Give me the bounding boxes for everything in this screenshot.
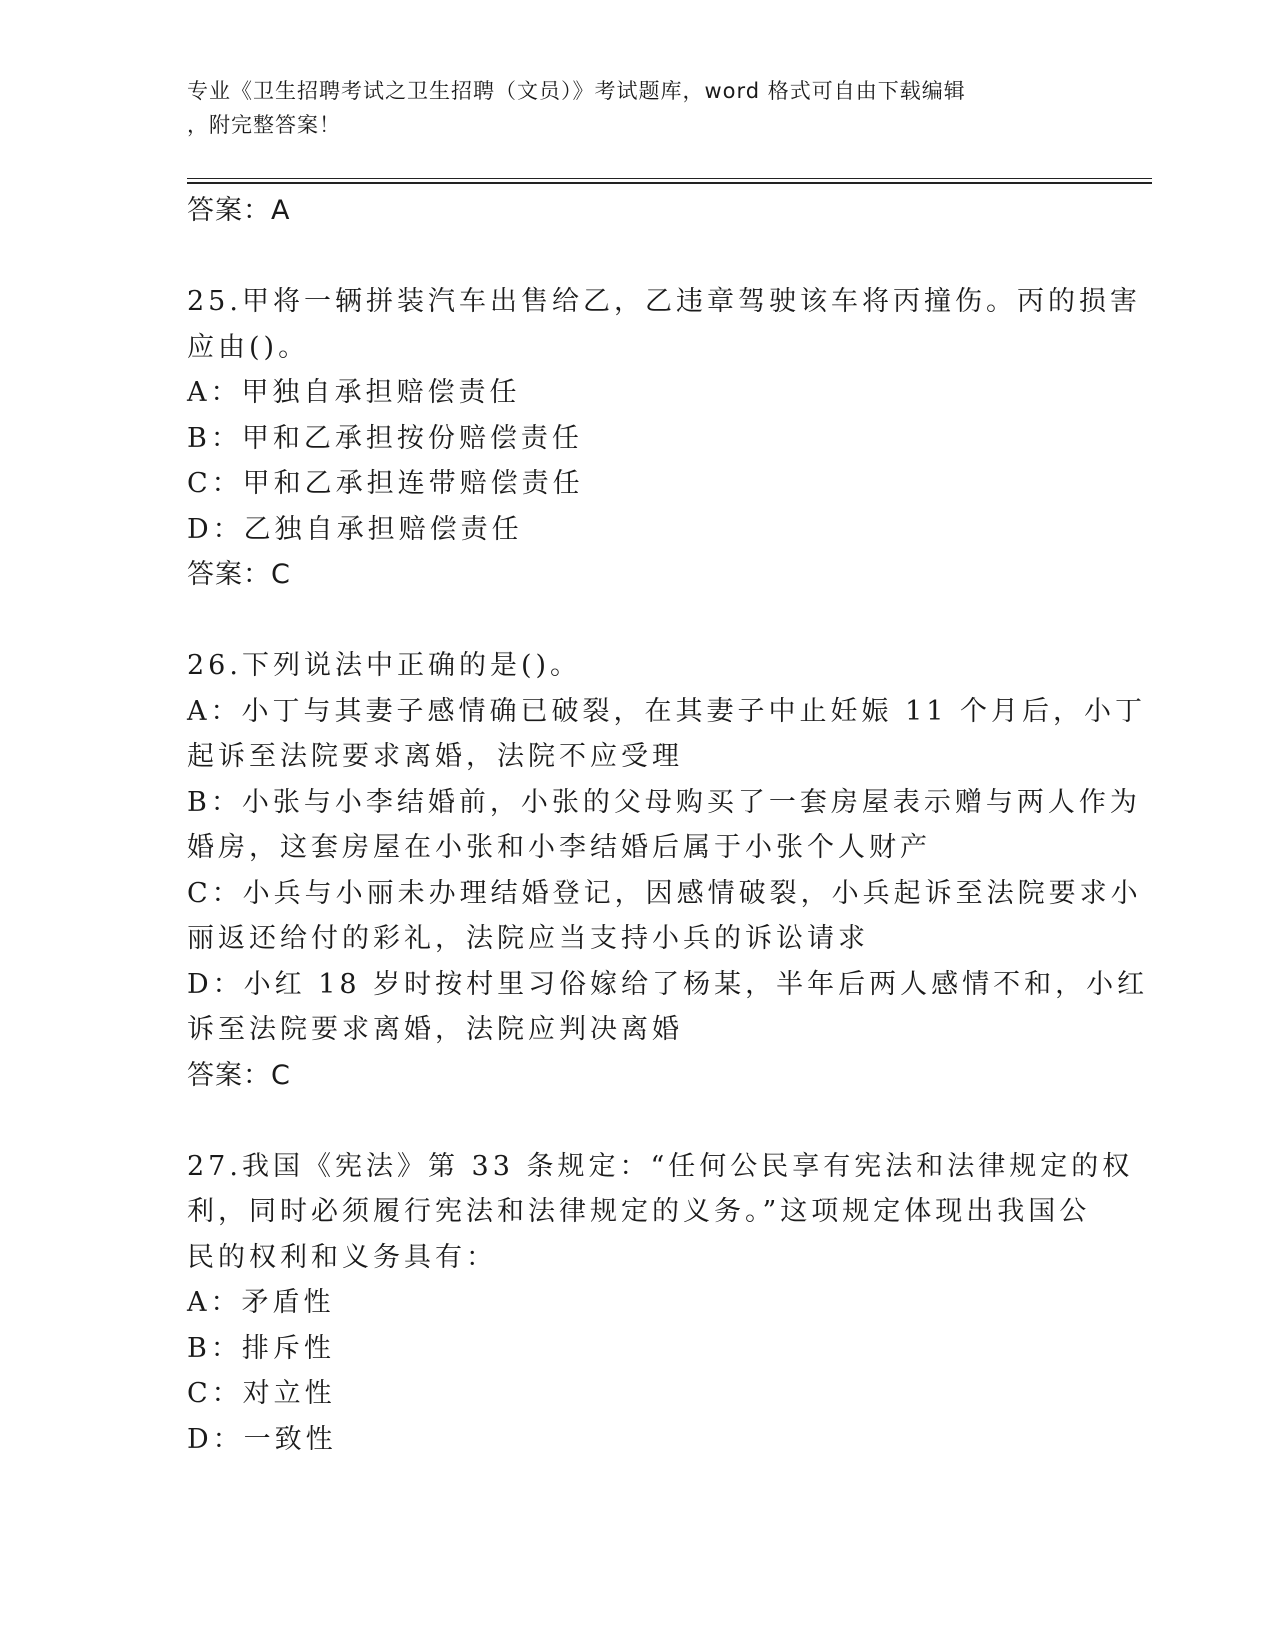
q27-option-d: D：一致性 — [187, 1423, 337, 1455]
question-27 — [187, 1144, 1134, 1463]
question-content — [187, 188, 1149, 1462]
prev-answer: 答案：A — [187, 195, 291, 226]
q25-answer: 答案：C — [187, 559, 291, 590]
q25-option-a: A：甲独自承担赔偿责任 — [187, 377, 521, 408]
q26-option-a-line-1: A：小丁与其妻子感情确已破裂，在其妻子中止妊娠 11 个月后，小丁 — [187, 695, 1147, 727]
spacer — [187, 1098, 1087, 1144]
q25-option-c: C：甲和乙承担连带赔偿责任 — [187, 468, 584, 499]
q25-option-b: B：甲和乙承担按份赔偿责任 — [187, 422, 583, 454]
spacer — [187, 598, 1087, 644]
spacer — [187, 234, 1087, 280]
q26-option-c-line-2: 丽返还给付的彩礼，法院应当支持小兵的诉讼请求 — [187, 923, 869, 954]
q27-option-a: A：矛盾性 — [187, 1287, 335, 1318]
header-line-1: 专业《卫生招聘考试之卫生招聘（文员）》考试题库，word 格式可自由下载编辑 — [187, 79, 966, 103]
q27-option-c: C：对立性 — [187, 1378, 336, 1409]
document-header — [187, 74, 1067, 142]
q27-stem-line-1: 27.我国《宪法》第 33 条规定：“任何公民享有宪法和法律规定的权 — [187, 1150, 1134, 1182]
q25-stem-line-2: 应由()。 — [187, 331, 310, 363]
q26-option-b-line-1: B：小张与小李结婚前，小张的父母购买了一套房屋表示赠与两人作为 — [187, 786, 1141, 818]
q26-answer: 答案：C — [187, 1059, 291, 1091]
q26-option-d-line-2: 诉至法院要求离婚，法院应判决离婚 — [187, 1014, 683, 1045]
q26-option-b-line-2: 婚房，这套房屋在小张和小李结婚后属于小张个人财产 — [187, 832, 931, 863]
q26-option-d-line-1: D：小红 18 岁时按村里习俗嫁给了杨某，半年后两人感情不和，小红 — [187, 968, 1149, 1000]
header-divider-thin — [187, 178, 1152, 179]
header-line-2: ，附完整答案！ — [187, 113, 341, 137]
q27-stem-line-2: 利，同时必须履行宪法和法律规定的义务。”这项规定体现出我国公 — [187, 1196, 1091, 1227]
question-25 — [187, 279, 1141, 598]
q27-option-b: B：排斥性 — [187, 1332, 335, 1364]
question-26 — [187, 643, 1149, 1098]
q25-option-d: D：乙独自承担赔偿责任 — [187, 513, 523, 545]
q27-stem-line-3: 民的权利和义务具有： — [187, 1241, 497, 1273]
q26-stem: 26.下列说法中正确的是()。 — [187, 650, 582, 681]
q25-stem-line-1: 25.甲将一辆拼装汽车出售给乙，乙违章驾驶该车将丙撞伤。丙的损害 — [187, 286, 1141, 317]
q26-option-c-line-1: C：小兵与小丽未办理结婚登记，因感情破裂，小兵起诉至法院要求小 — [187, 877, 1142, 909]
header-divider-thick — [187, 182, 1152, 184]
q26-option-a-line-2: 起诉至法院要求离婚，法院不应受理 — [187, 741, 683, 772]
